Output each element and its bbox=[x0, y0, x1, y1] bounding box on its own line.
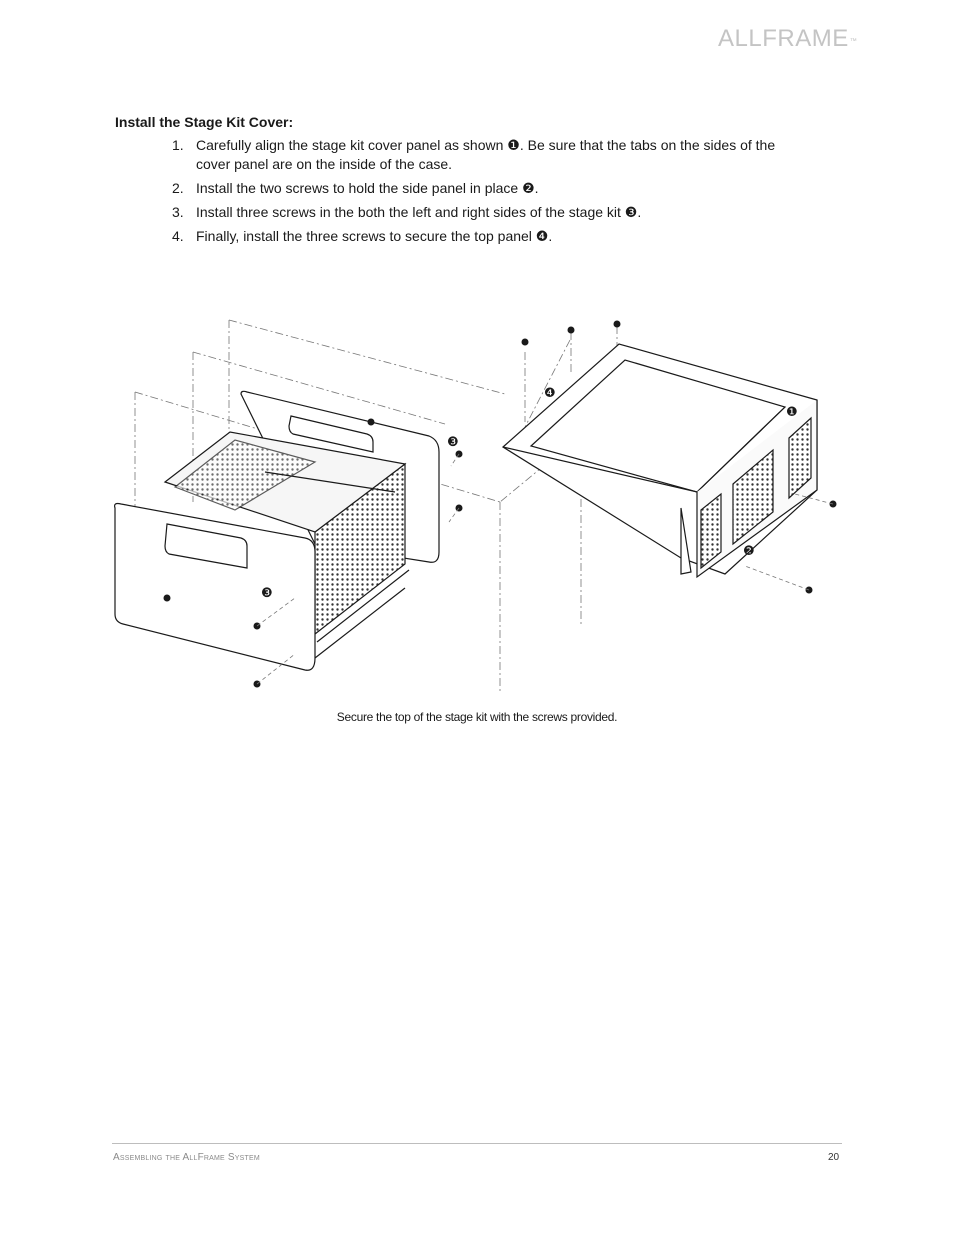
step-text: Finally, install the three screws to secure the top panel ❹. bbox=[196, 228, 553, 244]
figure-caption: Secure the top of the stage kit with the screws provided. bbox=[336, 710, 618, 724]
footer-divider bbox=[112, 1143, 842, 1144]
allframe-logo bbox=[718, 24, 857, 54]
step-number: 2. bbox=[172, 180, 184, 196]
assembly-diagram bbox=[105, 312, 845, 702]
step-text: Install three screws in the both the left and right sides of the stage kit ❸. bbox=[196, 204, 642, 220]
steps-list bbox=[172, 136, 782, 251]
step-text: Install the two screws to hold the side panel in place ❷. bbox=[196, 180, 539, 196]
callout-4: ❹ bbox=[544, 386, 556, 401]
step-number: 4. bbox=[172, 228, 184, 244]
callout-2: ❷ bbox=[743, 544, 755, 559]
step-item bbox=[172, 136, 782, 174]
callout-1: ❶ bbox=[786, 405, 798, 420]
step-item bbox=[172, 227, 782, 246]
section-title: Install the Stage Kit Cover: bbox=[115, 114, 294, 130]
step-item bbox=[172, 203, 782, 222]
logo-all-text: ALL bbox=[718, 25, 763, 52]
stage-kit-case bbox=[115, 391, 439, 670]
step-text: Carefully align the stage kit cover panel as shown ❶. Be sure that the tabs on the sides of the cover panel are on the inside of the case. bbox=[196, 137, 776, 172]
step-item bbox=[172, 179, 782, 198]
callout-3-left: ❸ bbox=[261, 586, 273, 601]
logo-trademark: ™ bbox=[849, 38, 858, 45]
exploded-view-illustration bbox=[105, 312, 845, 702]
logo-frame-text: FRAME bbox=[762, 25, 849, 52]
footer-section-name: Assembling the AllFrame System bbox=[113, 1152, 260, 1163]
page-number: 20 bbox=[828, 1152, 840, 1163]
callout-3-right: ❸ bbox=[447, 435, 459, 450]
step-number: 1. bbox=[172, 137, 184, 153]
step-number: 3. bbox=[172, 204, 184, 220]
